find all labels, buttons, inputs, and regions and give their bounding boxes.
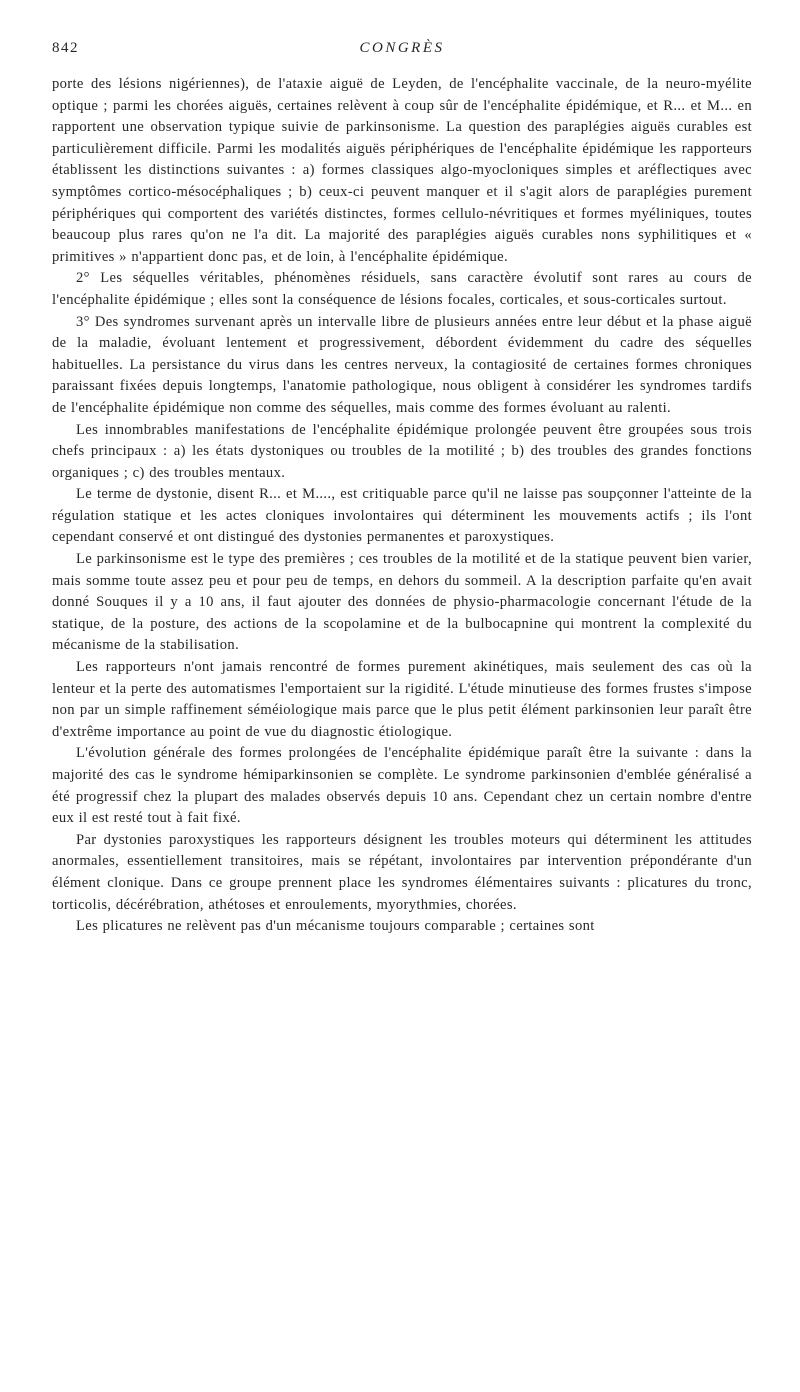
document-page	[52, 40, 752, 938]
body-text	[52, 74, 752, 938]
paragraph: 2° Les séquelles véritables, phénomènes résiduels, sans caractère évolutif sont rares au cours de l'encéphalite épidémique ; elles sont la conséquence de lésions focales, corticales, et sous-corticales surtout.	[52, 270, 752, 308]
paragraph: Le parkinsonisme est le type des premières ; ces troubles de la motilité et de la statique peuvent bien varier, mais somme toute assez peu et pour peu de temps, en dehors du sommeil. A la description parfaite qu'en avait donné Souques il y a 10 ans, il faut ajouter des données de physio-pharmacologie concernant l'étude de la statique, de la posture, des actions de la scopolamine et de la bulbocapnine qui montrent la complexité du mécanisme de la stabilisation.	[52, 551, 752, 654]
running-head	[52, 40, 752, 68]
paragraph: Les plicatures ne relèvent pas d'un mécanisme toujours comparable ; certaines sont	[76, 918, 595, 935]
paragraph: porte des lésions nigériennes), de l'ataxie aiguë de Leyden, de l'encéphalite vaccinale, de la neuro-myélite optique ; parmi les chorées aiguës, certaines relèvent à coup sûr de l'encéphalite épidémique, et R... et M... en rapportent une observation typique suivie de parkinsonisme. La question des paraplégies aiguës curables est particulièrement difficile. Parmi les modalités aiguës périphériques de l'encéphalite épidémique les rapporteurs établissent les distinctions suivantes : a) formes classiques algo-myocloniques simples et aréflectiques avec symptômes cortico-mésocéphaliques ; b) ceux-ci peuvent manquer et il s'agit alors de paraplégies purement périphériques qui comportent des variétés distinctes, formes cellulo-névritiques et formes myéliniques, toutes beaucoup plus rares qu'on ne l'a dit. La majorité des paraplégies aiguës curables nons syphilitiques et « primitives » n'appartient donc pas, et de loin, à l'encéphalite épidémique.	[52, 76, 752, 265]
paragraph: Par dystonies paroxystiques les rapporteurs désignent les troubles moteurs qui déterminent les attitudes anormales, essentiellement transitoires, mais se répétant, involontaires par intervention prépondérante d'un élément clonique. Dans ce groupe prennent place les syndromes élémentaires suivants : plicatures du tronc, torticolis, décérébration, athétoses et enroulements, myorythmies, chorées.	[52, 831, 752, 913]
paragraph: L'évolution générale des formes prolongées de l'encéphalite épidémique paraît être la suivante : dans la majorité des cas le syndrome hémiparkinsonien se complète. Le syndrome parkinsonien d'emblée généralisé a été progressif chez la plupart des malades observés depuis 10 ans. Cependant chez un certain nombre d'entre eux il est resté tout à fait fixé.	[52, 745, 752, 827]
paragraph: Le terme de dystonie, disent R... et M...., est critiquable parce qu'il ne laisse pas soupçonner l'atteinte de la régulation statique et les actes cloniques involontaires qui déterminent les mouvements actifs ; ils l'ont cependant conservé et ont distingué des dystonies permanentes et paroxystiques.	[52, 486, 752, 546]
paragraph: Les rapporteurs n'ont jamais rencontré de formes purement akinétiques, mais seulement des cas où la lenteur et la perte des automatismes l'emportaient sur la rigidité. L'étude minutieuse des formes frustes s'impose non par un simple raffinement séméiologique mais parce que le plus petit élément parkinsonien leur paraît être d'extrême importance au point de vue du diagnostic étiologique.	[52, 659, 752, 740]
running-title: CONGRÈS	[359, 40, 445, 56]
page-number: 842	[52, 40, 79, 56]
paragraph: Les innombrables manifestations de l'encéphalite épidémique prolongée peuvent être groupées sous trois chefs principaux : a) les états dystoniques ou troubles de la motilité ; b) des troubles des grandes fonctions organiques ; c) des troubles mentaux.	[52, 421, 752, 481]
paragraph: 3° Des syndromes survenant après un intervalle libre de plusieurs années entre leur début et la phase aiguë de la maladie, évoluant lentement et progressivement, débordent évidemment du cadre des séquelles habituelles. La persistance du virus dans les centres nerveux, la contagiosité de certaines formes chroniques paraissant fixées depuis longtemps, l'anatomie pathologique, nous obligent à considérer les syndromes tardifs de l'encéphalite épidémique non comme des séquelles, mais comme des formes évoluant au ralenti.	[52, 313, 752, 416]
